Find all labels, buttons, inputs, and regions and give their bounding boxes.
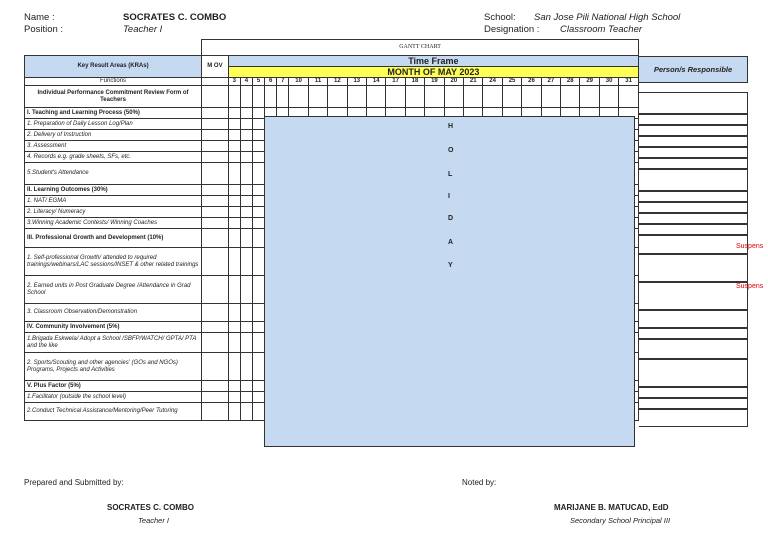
kra-function-cell: 1. NAT/ EGMA: [25, 196, 202, 207]
grid-cell: [240, 248, 252, 276]
kra-function-cell: 5.Student's Attendance: [25, 163, 202, 185]
person-responsible-cell: [639, 169, 748, 191]
day-header: 4: [240, 78, 252, 86]
grid-cell: [580, 86, 599, 108]
grid-cell: [240, 196, 252, 207]
grid-cell: [240, 130, 252, 141]
holiday-letter: I: [448, 193, 450, 200]
grid-cell: [253, 353, 265, 381]
holiday-letter: A: [448, 239, 454, 246]
day-header: 10: [289, 78, 308, 86]
grid-cell: [202, 196, 229, 207]
day-header: 28: [561, 78, 580, 86]
grid-cell: [202, 229, 229, 248]
grid-cell: [253, 130, 265, 141]
kra-function-cell: 3. Classroom Observation/Demonstration: [25, 304, 202, 322]
grid-cell: [253, 119, 265, 130]
holiday-block: [264, 116, 635, 447]
grid-cell: [619, 86, 639, 108]
grid-cell: [253, 403, 265, 421]
person-responsible-cell: [639, 409, 748, 427]
grid-cell: [240, 163, 252, 185]
grid-cell: [202, 381, 229, 392]
grid-cell: [202, 108, 229, 119]
grid-cell: [240, 86, 252, 108]
person-responsible-cell: [639, 282, 748, 310]
grid-cell: [502, 86, 521, 108]
kra-function-cell: 1.Brigada Eskwela/ Adopt a School /SBFP/WATCH/ GPTA/ PTA and the like: [25, 333, 202, 353]
person-responsible-cell: [639, 224, 748, 235]
grid-cell: [277, 86, 289, 108]
noter-title: Secondary School Principal III: [570, 516, 671, 525]
kra-function-cell: 2. Delivery of Instruction: [25, 130, 202, 141]
grid-cell: [240, 218, 252, 229]
person-responsible-cell: [639, 310, 748, 328]
grid-cell: [202, 130, 229, 141]
grid-cell: [240, 381, 252, 392]
person-responsible-cell: [639, 254, 748, 282]
grid-cell: [240, 353, 252, 381]
day-header: 24: [483, 78, 502, 86]
grid-cell: [253, 333, 265, 353]
grid-cell: [253, 276, 265, 304]
grid-cell: [599, 86, 618, 108]
grid-cell: [202, 248, 229, 276]
grid-cell: [228, 381, 240, 392]
kra-function-cell: I. Teaching and Learning Process (50%): [25, 108, 202, 119]
grid-cell: [228, 163, 240, 185]
grid-cell: [253, 322, 265, 333]
person-responsible-cell: [639, 328, 748, 339]
grid-cell: [228, 403, 240, 421]
grid-cell: [253, 86, 265, 108]
kra-function-cell: 3.Winning Academic Contests/ Winning Coaches: [25, 218, 202, 229]
grid-cell: [522, 86, 541, 108]
grid-cell: [228, 322, 240, 333]
grid-cell: [228, 119, 240, 130]
grid-cell: [202, 276, 229, 304]
grid-cell: [202, 333, 229, 353]
school-label: School:: [484, 12, 516, 23]
grid-cell: [202, 141, 229, 152]
grid-cell: [202, 403, 229, 421]
grid-cell: [541, 86, 560, 108]
day-header: 11: [308, 78, 327, 86]
grid-cell: [253, 152, 265, 163]
grid-cell: [228, 185, 240, 196]
day-header: 5: [253, 78, 265, 86]
person-responsible-cell: [639, 92, 748, 114]
grid-cell: [444, 86, 463, 108]
grid-cell: [253, 108, 265, 119]
kra-function-cell: Individual Performance Commitment Review Form of Teachers: [25, 86, 202, 108]
day-header: 17: [386, 78, 405, 86]
school-value: San Jose Pili National High School: [534, 12, 681, 23]
day-header: 18: [405, 78, 424, 86]
grid-cell: [425, 86, 444, 108]
person-responsible-cell: [639, 191, 748, 202]
day-header: 25: [502, 78, 521, 86]
grid-cell: [347, 86, 366, 108]
kra-function-cell: 3. Assessment: [25, 141, 202, 152]
day-header: 19: [425, 78, 444, 86]
grid-cell: [228, 304, 240, 322]
grid-cell: [202, 207, 229, 218]
grid-cell: [240, 392, 252, 403]
kra-function-cell: IV. Community Involvement (5%): [25, 322, 202, 333]
grid-cell: [240, 207, 252, 218]
grid-cell: [253, 163, 265, 185]
person-responsible-cell: [639, 136, 748, 147]
functions-header: Functions: [25, 78, 202, 86]
grid-cell: [202, 322, 229, 333]
grid-cell: [253, 392, 265, 403]
person-responsible-cell: [639, 235, 748, 254]
person-responsible-cell: [639, 213, 748, 224]
person-responsible-cell: [639, 125, 748, 136]
grid-cell: [240, 229, 252, 248]
day-header: 14: [367, 78, 386, 86]
grid-cell: [464, 86, 483, 108]
grid-cell: [228, 196, 240, 207]
grid-cell: [240, 403, 252, 421]
gantt-title: GANTT CHART: [202, 40, 639, 56]
grid-cell: [386, 86, 405, 108]
day-header: 20: [444, 78, 463, 86]
grid-cell: [253, 185, 265, 196]
grid-cell: [253, 229, 265, 248]
day-header: 21: [464, 78, 483, 86]
grid-cell: [240, 141, 252, 152]
grid-cell: [228, 392, 240, 403]
grid-cell: [561, 86, 580, 108]
grid-cell: [253, 207, 265, 218]
grid-cell: [228, 108, 240, 119]
grid-cell: [202, 86, 229, 108]
month-header: MONTH OF MAY 2023: [228, 67, 638, 78]
day-header: 13: [347, 78, 366, 86]
grid-cell: [228, 207, 240, 218]
grid-cell: [253, 196, 265, 207]
person-responsible-cell: [639, 158, 748, 169]
grid-cell: [228, 333, 240, 353]
person-responsible-cell: [639, 359, 748, 387]
kra-function-cell: 2. Sports/Scouting and other agencies' (GOs and NGOs) Programs, Projects and Activities: [25, 353, 202, 381]
day-header: 29: [580, 78, 599, 86]
kra-function-cell: 4. Records e.g. grade sheets, SFs, etc.: [25, 152, 202, 163]
day-header: 7: [277, 78, 289, 86]
grid-cell: [202, 185, 229, 196]
person-responsible-cell: [639, 202, 748, 213]
grid-cell: [483, 86, 502, 108]
grid-cell: [308, 86, 327, 108]
grid-cell: [202, 353, 229, 381]
person-responsible-cell: [639, 147, 748, 158]
grid-cell: [240, 322, 252, 333]
kra-function-cell: 2. Literacy/ Numeracy: [25, 207, 202, 218]
holiday-letter: O: [448, 147, 454, 154]
grid-cell: [228, 229, 240, 248]
grid-cell: [240, 304, 252, 322]
position-value: Teacher I: [123, 24, 163, 35]
grid-cell: [202, 119, 229, 130]
holiday-letter: Y: [448, 262, 453, 269]
prepared-label: Prepared and Submitted by:: [24, 478, 124, 487]
kra-function-cell: 1.Facilitator (outside the school level): [25, 392, 202, 403]
kra-function-cell: V. Plus Factor (5%): [25, 381, 202, 392]
grid-cell: [240, 108, 252, 119]
suspension-note: Suspens: [736, 283, 764, 290]
grid-cell: [240, 119, 252, 130]
person-responsible-cell: [639, 398, 748, 409]
designation-value: Classroom Teacher: [560, 24, 643, 35]
name-label: Name :: [24, 12, 55, 23]
designation-label: Designation :: [484, 24, 540, 35]
preparer-title: Teacher I: [138, 516, 169, 525]
grid-cell: [367, 86, 386, 108]
grid-cell: [228, 86, 240, 108]
kra-function-cell: 1. Self-professional Growth/ attended to required trainings/webinars/LAC sessions/INSET & other related trainings: [25, 248, 202, 276]
day-header: 6: [265, 78, 277, 86]
grid-cell: [253, 218, 265, 229]
day-header: 12: [328, 78, 347, 86]
grid-cell: [228, 152, 240, 163]
kra-function-cell: III. Professional Growth and Development (10%): [25, 229, 202, 248]
day-header: 26: [522, 78, 541, 86]
person-responsible-cell: [639, 339, 748, 359]
holiday-letter: D: [448, 215, 454, 222]
grid-cell: [289, 86, 308, 108]
grid-cell: [240, 333, 252, 353]
grid-cell: [202, 304, 229, 322]
kra-header: Key Result Areas (KRAs): [25, 56, 202, 78]
day-header: 30: [599, 78, 618, 86]
persons-responsible-header: Person/s Responsible: [639, 56, 748, 83]
day-header: 3: [228, 78, 240, 86]
holiday-letter: L: [448, 171, 453, 178]
grid-cell: [265, 86, 277, 108]
grid-cell: [228, 218, 240, 229]
grid-cell: [202, 218, 229, 229]
grid-cell: [253, 141, 265, 152]
blank-corner: [25, 40, 202, 56]
mov-cell: [202, 78, 229, 86]
grid-cell: [228, 141, 240, 152]
grid-cell: [328, 86, 347, 108]
name-value: SOCRATES C. COMBO: [123, 12, 227, 23]
grid-cell: [228, 353, 240, 381]
time-frame-header: Time Frame: [228, 56, 638, 67]
kra-function-cell: 1. Preparation of Daily Lesson Log/Plan: [25, 119, 202, 130]
position-label: Position :: [24, 24, 64, 35]
noter-name: MARIJANE B. MATUCAD, EdD: [554, 503, 669, 512]
grid-cell: [228, 130, 240, 141]
grid-cell: [240, 152, 252, 163]
grid-cell: [202, 152, 229, 163]
kra-function-cell: 2.Conduct Technical Assistance/Mentoring/Peer Tutoring: [25, 403, 202, 421]
grid-cell: [240, 185, 252, 196]
person-responsible-cell: [639, 387, 748, 398]
kra-function-cell: II. Learning Outcomes (30%): [25, 185, 202, 196]
person-responsible-cell: [639, 114, 748, 125]
grid-cell: [228, 248, 240, 276]
day-header: 31: [619, 78, 639, 86]
mov-header: M OV: [202, 56, 229, 78]
grid-cell: [240, 276, 252, 304]
grid-cell: [253, 248, 265, 276]
grid-cell: [253, 381, 265, 392]
grid-cell: [202, 163, 229, 185]
noted-label: Noted by:: [462, 478, 497, 487]
holiday-letter: H: [448, 123, 454, 130]
preparer-name: SOCRATES C. COMBO: [107, 503, 194, 512]
suspension-note: Suspens: [736, 243, 764, 250]
grid-cell: [253, 304, 265, 322]
grid-cell: [228, 276, 240, 304]
grid-cell: [202, 392, 229, 403]
day-header: 27: [541, 78, 560, 86]
grid-cell: [405, 86, 424, 108]
kra-function-cell: 2. Earned units in Post Graduate Degree /Attendance in Grad School: [25, 276, 202, 304]
